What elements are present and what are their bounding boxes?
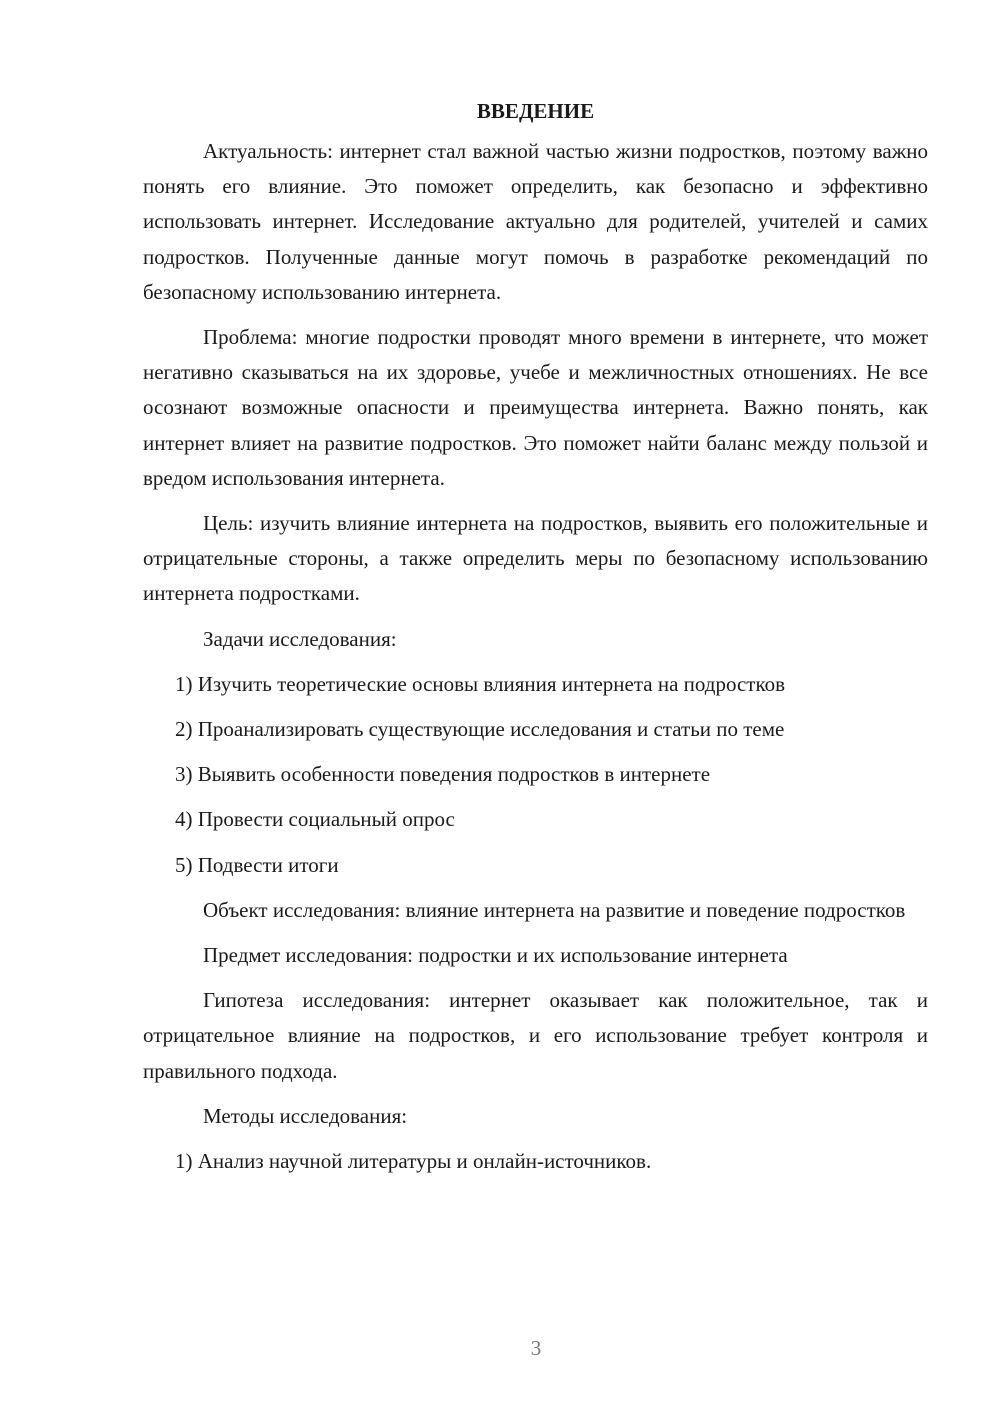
- page-number: 3: [530, 1336, 542, 1360]
- methods-heading: Методы исследования:: [203, 1103, 408, 1128]
- problem-paragraph: Проблема: многие подростки проводят много времени в интернете, что может негативно сказываться на их здоровье, учебе и межличностных отношениях. Не все осознают возможные опасности и преимущества интернета. Важно понять, как интернет влияет на развитие подростков. Это поможет найти баланс между пользой и вредом использования интернета.: [143, 325, 928, 490]
- list-item: 2) Проанализировать существующие исследования и статьи по теме: [175, 717, 785, 742]
- list-item: 1) Изучить теоретические основы влияния интернета на подростков: [175, 671, 786, 696]
- page-content: [143, 96, 928, 1179]
- list-item: 4) Провести социальный опрос: [175, 807, 455, 832]
- tasks-list: [143, 667, 928, 883]
- object-paragraph: Объект исследования: влияние интернета на развитие и поведение подростков: [203, 897, 906, 922]
- tasks-heading: Задачи исследования:: [203, 626, 397, 651]
- relevance-paragraph: Актуальность: интернет стал важной частью жизни подростков, поэтому важно понять его влияние. Это поможет определить, как безопасно и эффективно использовать интернет. Исследование актуально для родителей, учителей и самих подростков. Полученные данные могут помочь в разработке рекомендаций по безопасному использованию интернета.: [143, 139, 928, 304]
- list-item: 5) Подвести итоги: [175, 852, 339, 877]
- list-item: 1) Анализ научной литературы и онлайн-источников.: [175, 1149, 652, 1174]
- subject-paragraph: Предмет исследования: подростки и их использование интернета: [203, 943, 788, 968]
- page-title: ВВЕДЕНИЕ: [476, 99, 595, 123]
- goal-paragraph: Цель: изучить влияние интернета на подростков, выявить его положительные и отрицательные стороны, а также определить меры по безопасному использованию интернета подростками.: [143, 511, 928, 606]
- list-item: 3) Выявить особенности поведения подростков в интернете: [175, 762, 711, 787]
- hypothesis-paragraph: Гипотеза исследования: интернет оказывает как положительное, так и отрицательное влияние на подростков, и его использование требует контроля и правильного подхода.: [143, 988, 928, 1083]
- methods-list: [143, 1144, 928, 1179]
